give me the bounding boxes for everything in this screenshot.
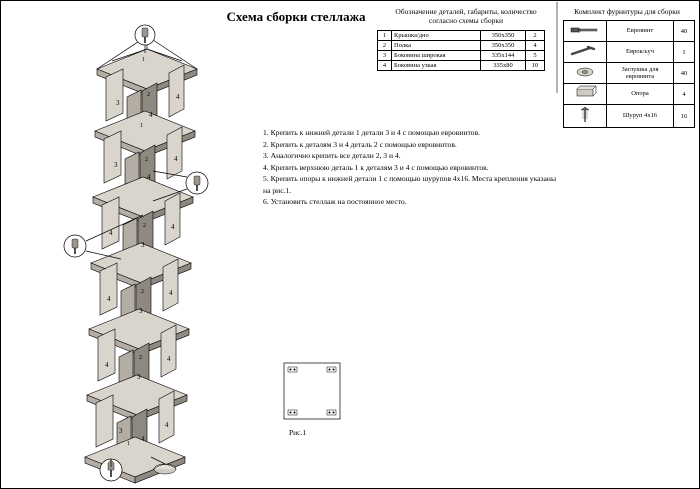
instruction-step: 3. Аналогично крепить все детали 2, 3 и 4.: [263, 151, 401, 161]
part-qty: 2: [526, 31, 545, 41]
svg-text:2: 2: [141, 289, 144, 295]
instruction-step: 2. Крепить к деталям 3 и 4 деталь 2 с помощью евровинтов.: [263, 139, 457, 149]
svg-text:4: 4: [171, 223, 175, 231]
part-qty: 4: [526, 41, 545, 51]
parts-table-heading-line1: Обозначение деталей, габариты, количество: [395, 7, 537, 16]
svg-text:2: 2: [147, 92, 150, 98]
fittings-table-heading: Комплект фурнитуры для сборки: [574, 7, 680, 16]
fitting-qty: 40: [674, 21, 695, 42]
part-num: 1: [378, 31, 392, 41]
assembly-drawing: [1, 1, 700, 489]
part-qty: 5: [526, 51, 545, 61]
figure-label: Рис.1: [289, 428, 307, 437]
part-name: Крышка/дно: [392, 31, 481, 41]
svg-text:4: 4: [165, 421, 169, 429]
instruction-step: 6. Установить стеллаж на постоянное место.: [263, 197, 407, 207]
part-qty: 10: [526, 61, 545, 71]
svg-text:4: 4: [147, 173, 151, 181]
fitting-qty: 1: [674, 42, 695, 63]
svg-text:4: 4: [149, 111, 153, 119]
fitting-name: Опора: [607, 84, 674, 105]
fitting-name: Заглушка для евровинта: [607, 63, 674, 84]
svg-text:3: 3: [139, 307, 143, 315]
part-dim: 335x80: [481, 61, 526, 71]
fitting-name: Еврокључ: [607, 42, 674, 63]
svg-text:4: 4: [174, 155, 178, 163]
svg-text:4: 4: [107, 295, 111, 303]
page-title: Схема сборки стеллажа: [226, 9, 366, 24]
part-name: Боковина широкая: [392, 51, 481, 61]
svg-text:4: 4: [105, 361, 109, 369]
svg-text:3: 3: [119, 427, 123, 435]
instruction-step: 4. Крепить верхнюю деталь 1 к деталям 3 и 4 с помощью евровинтов.: [263, 162, 489, 172]
svg-text:2: 2: [145, 157, 148, 163]
part-name: Полка: [392, 41, 481, 51]
fitting-qty: 40: [674, 63, 695, 84]
part-dim: 335x144: [481, 51, 526, 61]
callout-bottom: [100, 459, 122, 481]
svg-text:4: 4: [109, 229, 113, 237]
svg-text:4: 4: [176, 93, 180, 101]
fitting-name: Евровинт: [607, 21, 674, 42]
fitting-qty: 16: [674, 105, 695, 128]
svg-text:3: 3: [137, 373, 141, 381]
instruction-step: 5. Крепить опоры к нижней детали 1 с помощью шурупов 4х16. Места крепления указаны на рис.1.: [263, 174, 557, 195]
svg-text:1: 1: [142, 57, 145, 63]
svg-text:4: 4: [167, 355, 171, 363]
part-num: 4: [378, 61, 392, 71]
svg-text:4: 4: [169, 289, 173, 297]
parts-table-heading-line2: согласно схемы сборки: [429, 16, 503, 26]
svg-text:4: 4: [141, 435, 145, 443]
svg-text:3: 3: [141, 241, 145, 249]
svg-text:3: 3: [114, 161, 118, 169]
part-dim: 350x350: [481, 31, 526, 41]
part-num: 2: [378, 41, 392, 51]
part-name: Боковина узкая: [392, 61, 481, 71]
fitting-name: Шуруп 4х16: [607, 105, 674, 128]
svg-text:2: 2: [139, 355, 142, 361]
part-dim: 350x350: [481, 41, 526, 51]
part-num: 3: [378, 51, 392, 61]
svg-text:3: 3: [116, 99, 120, 107]
fitting-qty: 4: [674, 84, 695, 105]
instruction-step: 1. Крепить к нижней детали 1 детали 3 и 4 с помощью евровинтов.: [263, 128, 480, 137]
svg-text:1: 1: [140, 123, 143, 129]
callout-top: [135, 25, 155, 53]
figure-detail-1: [284, 363, 340, 419]
svg-text:1: 1: [127, 441, 130, 447]
svg-text:2: 2: [143, 223, 146, 229]
